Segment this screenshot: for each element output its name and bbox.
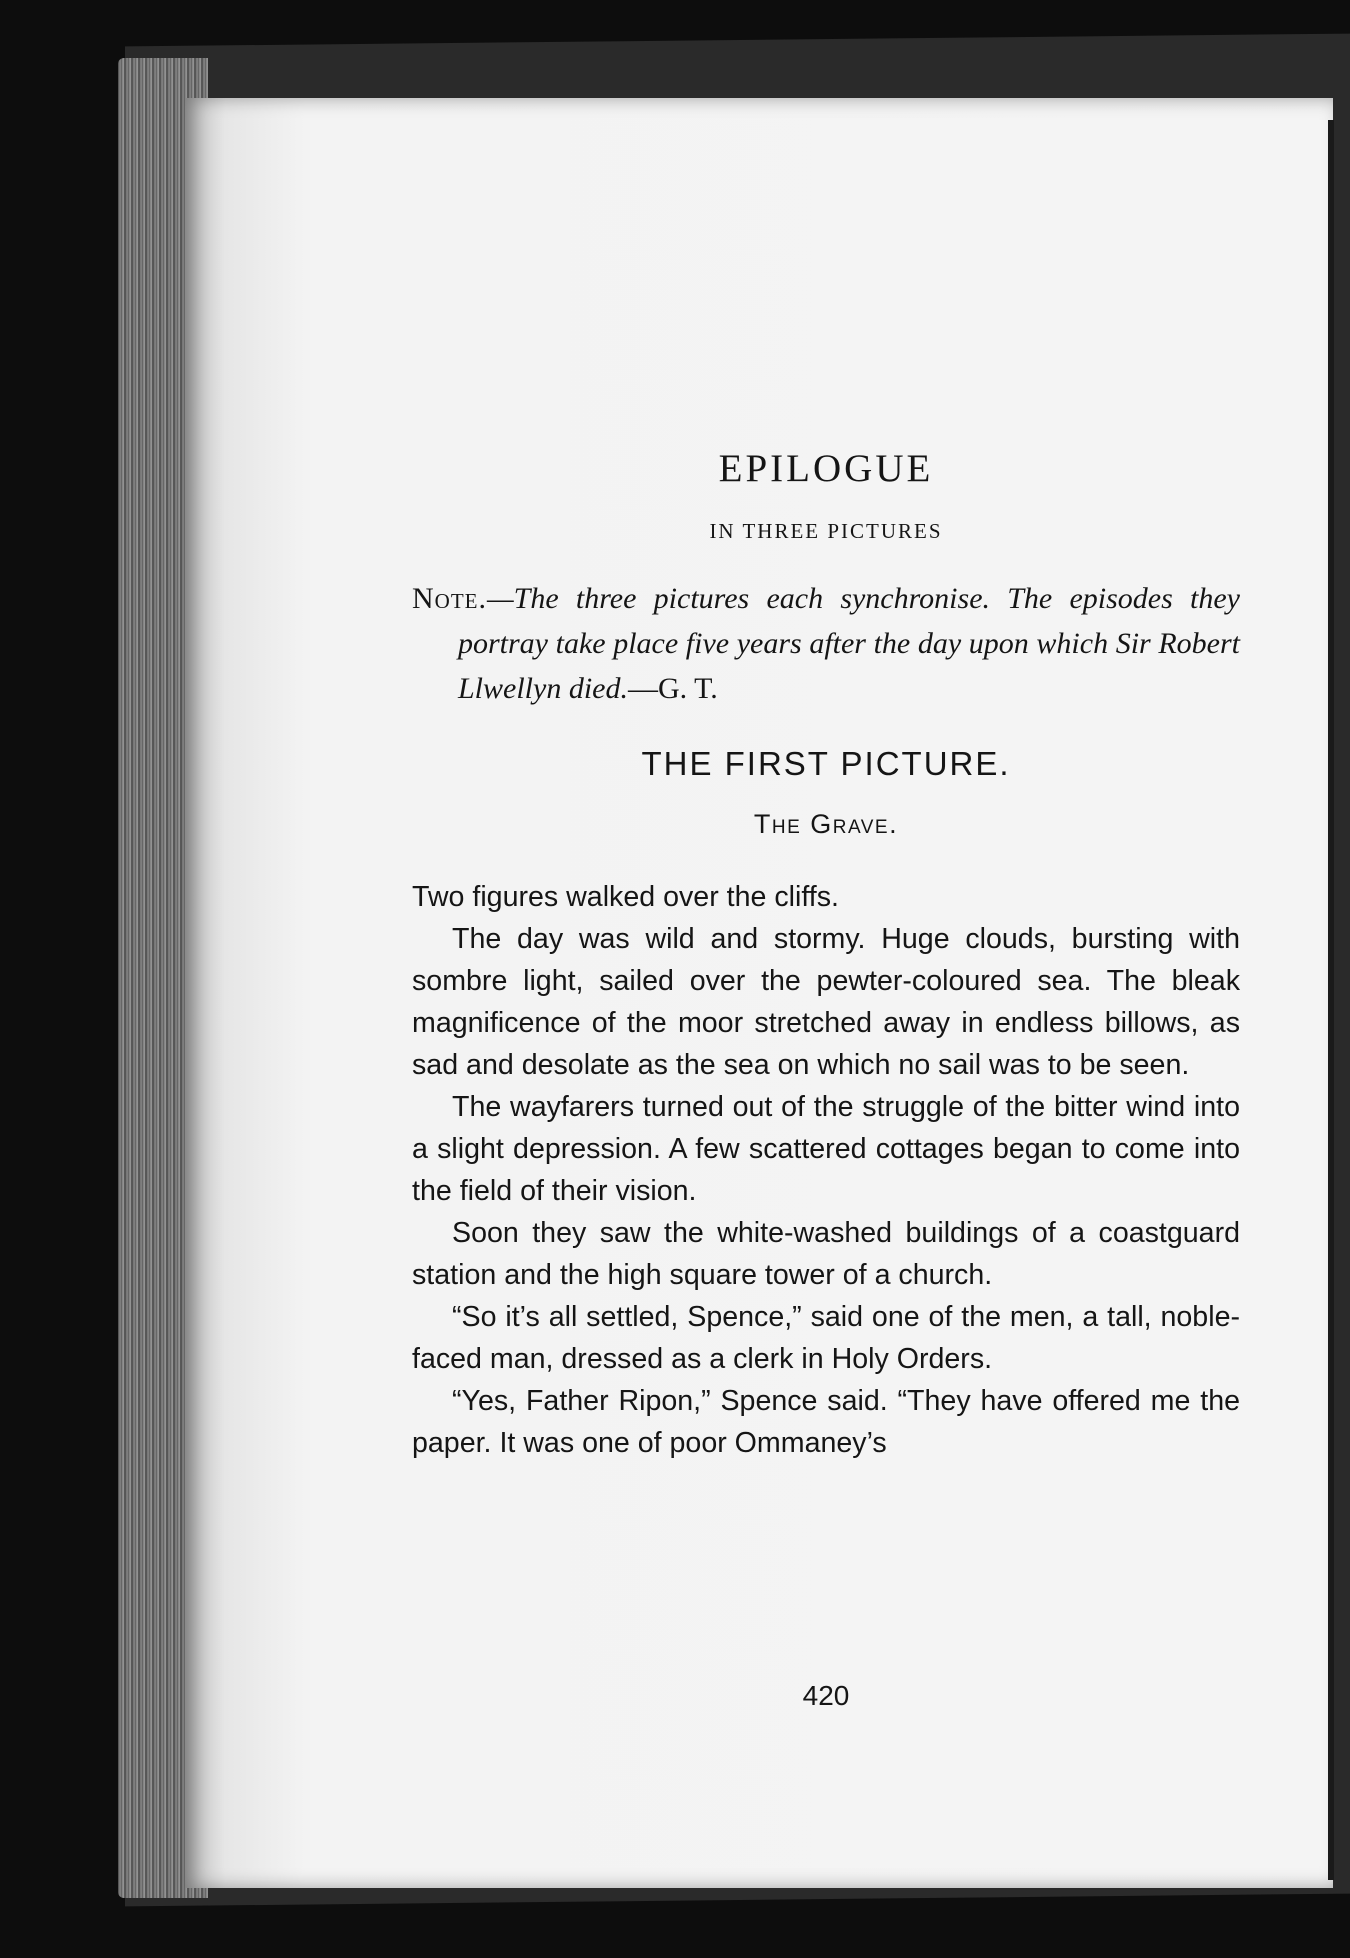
page-right-edge [1328, 120, 1334, 1880]
page-number: 420 [802, 1680, 850, 1711]
body-paragraph: Two figures walked over the cliffs. [412, 881, 839, 913]
epilogue-subtitle: IN THREE PICTURES [709, 519, 943, 543]
epilogue-title: EPILOGUE [718, 447, 934, 490]
body-text [412, 876, 1240, 1464]
note-head: Note. [412, 582, 487, 615]
body-paragraph: Soon they saw the white-washed buildings of a coastguard station and the high square tower of a church. [412, 1217, 1240, 1291]
section-subtitle: The Grave. [753, 809, 899, 839]
page-text-block [412, 446, 1240, 1711]
body-paragraph: The wayfarers turned out of the struggle of the bitter wind into a slight depression. A few scattered cottages began to come into the field of their vision. [412, 1091, 1240, 1207]
book-page [185, 98, 1333, 1888]
note-body: —The three pictures each synchronise. The episodes they portray take place five years after the day upon which Sir Robert Llwellyn died. [458, 582, 1240, 705]
note-paragraph [412, 576, 1240, 711]
note-signature: —G. T. [627, 672, 718, 705]
body-paragraph: “So it’s all settled, Spence,” said one of the men, a tall, noble-faced man, dressed as a clerk in Holy Orders. [412, 1301, 1240, 1375]
body-paragraph: “Yes, Father Ripon,” Spence said. “They have offered me the paper. It was one of poor Ommaney’s [412, 1385, 1240, 1459]
body-paragraph: The day was wild and stormy. Huge clouds, bursting with sombre light, sailed over the pewter-coloured sea. The bleak magnificence of the moor stretched away in endless billows, as sad and desolate as the sea on which no sail was to be seen. [412, 923, 1240, 1081]
section-title: THE FIRST PICTURE. [641, 745, 1011, 782]
